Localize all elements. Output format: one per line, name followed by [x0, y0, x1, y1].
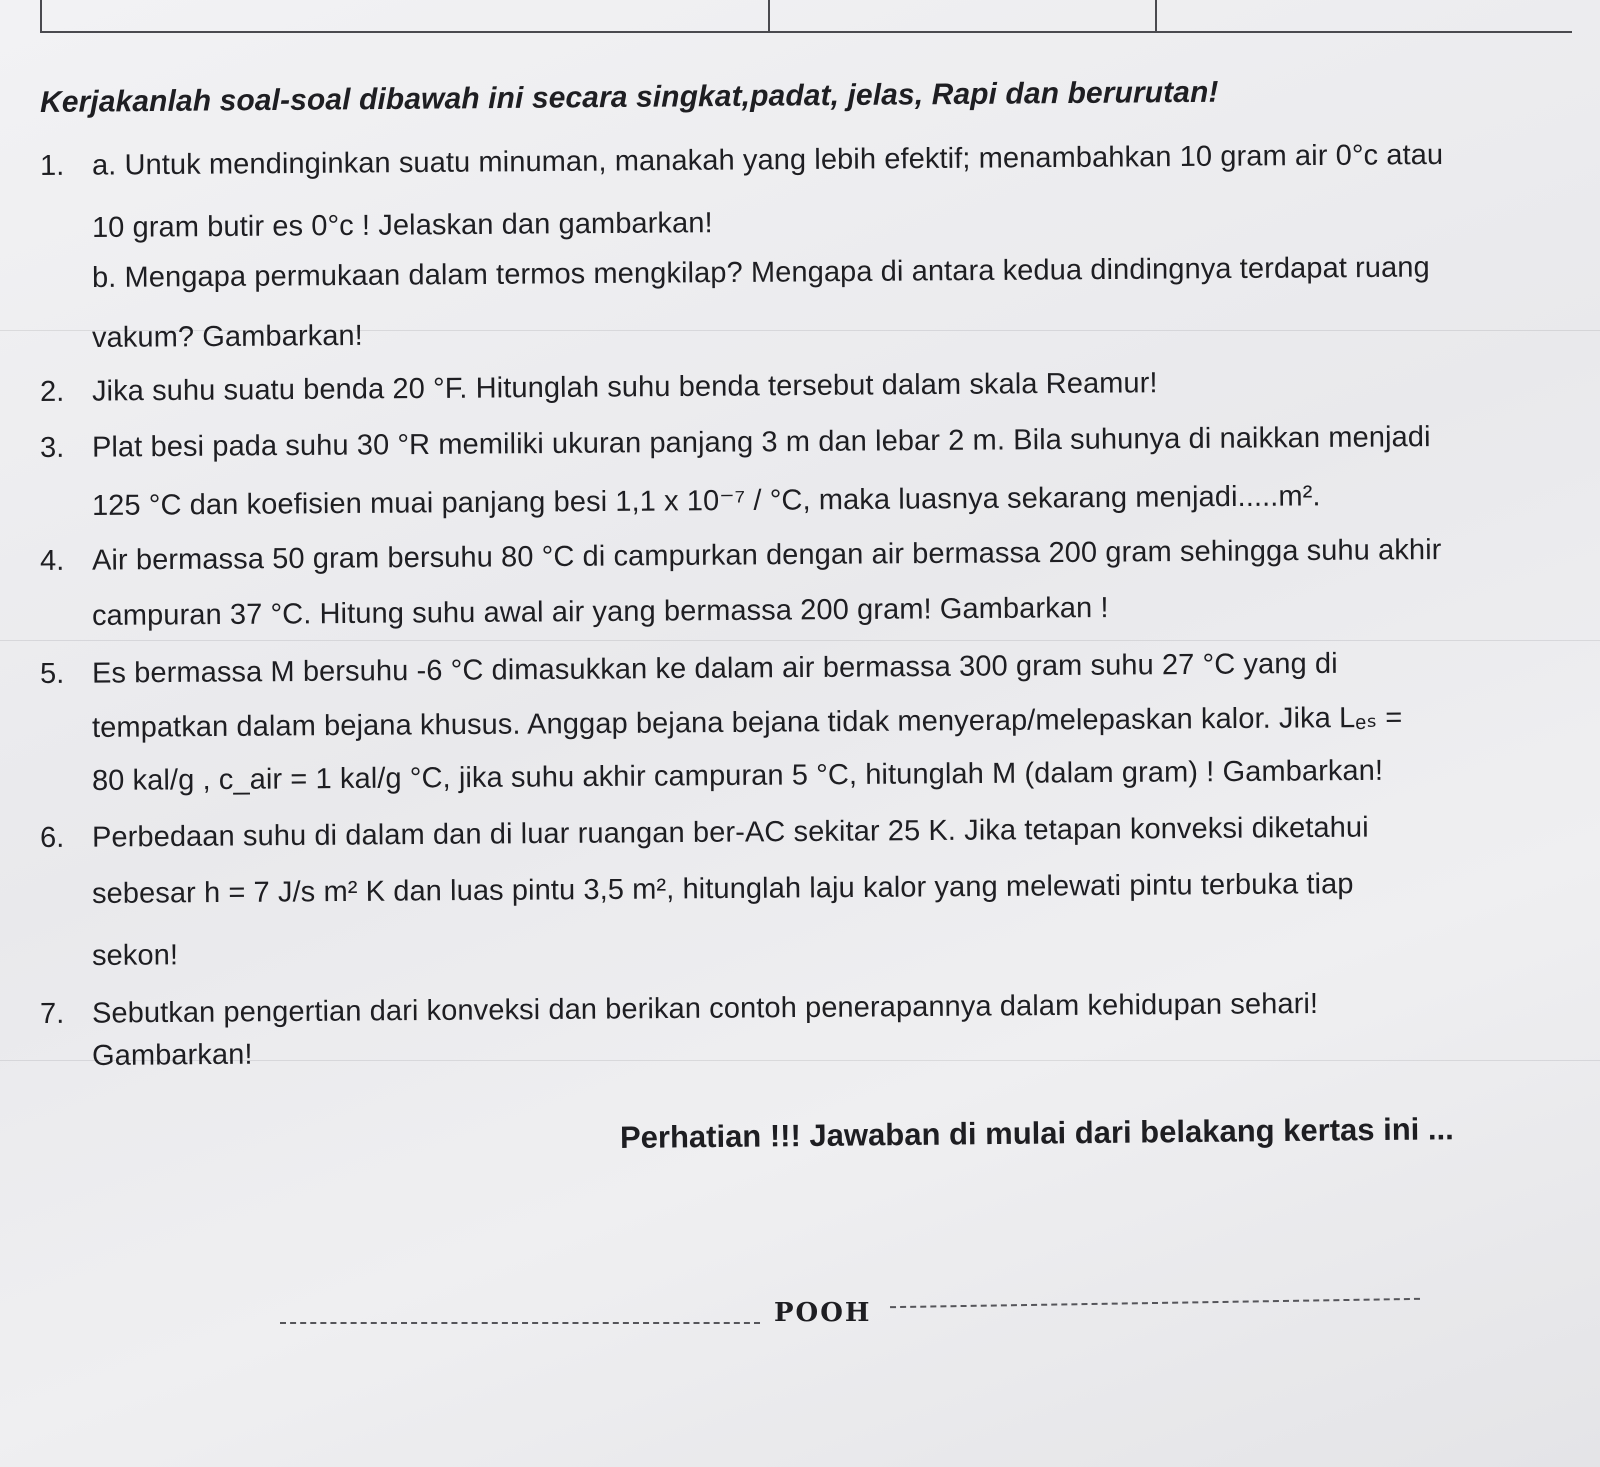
question-6-line-3: sekon!: [91, 939, 179, 972]
question-3-line-2: 125 °C dan koefisien muai panjang besi 1,1 x 10⁻⁷ / °C, maka luasnya sekarang menjadi.....m².: [91, 480, 1321, 522]
question-2-line-1: [40, 367, 1158, 409]
paper-fold-line: [0, 640, 1600, 641]
question-5-line-3: 80 kal/g , c_air = 1 kal/g °C, jika suhu akhir campuran 5 °C, hitunglah M (dalam gram) ! Gambarkan!: [91, 754, 1384, 797]
question-text: Air bermassa 50 gram bersuhu 80 °C di campurkan dengan air bermassa 200 gram sehingga suhu akhir: [91, 533, 1442, 577]
question-text: Es bermassa M bersuhu -6 °C dimasukkan ke dalam air bermassa 300 gram suhu 27 °C yang di: [91, 647, 1338, 690]
question-6-line-2: sebesar h = 7 J/s m² K dan luas pintu 3,5 m², hitunglah laju kalor yang melewati pintu terbuka tiap: [91, 868, 1354, 910]
instruction-heading: Kerjakanlah soal-soal dibawah ini secara singkat,padat, jelas, Rapi dan berurutan!: [39, 75, 1219, 119]
signature-line-left: [280, 1322, 760, 1324]
question-4-line-1: [40, 534, 1442, 578]
question-3-line-1: [40, 421, 1431, 465]
question-number: 7.: [39, 997, 65, 1030]
question-number: 3.: [39, 431, 65, 464]
table-divider: [768, 0, 770, 31]
question-6-line-1: [40, 812, 1369, 855]
table-divider: [1155, 0, 1157, 31]
question-text: Jika suhu suatu benda 20 °F. Hitunglah suhu benda tersebut dalam skala Reamur!: [91, 367, 1158, 408]
question-number: 5.: [39, 657, 65, 690]
question-number: 1.: [39, 149, 65, 182]
question-number: 6.: [39, 821, 65, 854]
question-4-line-2: campuran 37 °C. Hitung suhu awal air yang bermassa 200 gram! Gambarkan !: [91, 592, 1109, 632]
question-1-line-2: 10 gram butir es 0°c ! Jelaskan dan gambarkan!: [91, 207, 713, 244]
question-text: Sebutkan pengertian dari konveksi dan berikan contoh penerapannya dalam kehidupan sehari!: [91, 987, 1319, 1030]
attention-note: Perhatian !!! Jawaban di mulai dari belakang kertas ini ...: [619, 1111, 1454, 1155]
question-text: Perbedaan suhu di dalam dan di luar ruangan ber-AC sekitar 25 K. Jika tetapan konveksi diketahui: [91, 811, 1369, 854]
question-text: a. Untuk mendinginkan suatu minuman, manakah yang lebih efektif; menambahkan 10 gram air 0°c atau: [91, 138, 1444, 182]
question-7-line-1: [40, 988, 1318, 1031]
question-1-line-1: [40, 139, 1443, 183]
question-5-line-2: tempatkan dalam bejana khusus. Anggap bejana bejana tidak menyerap/melepaskan kalor. Jika Lₑₛ =: [91, 701, 1403, 744]
question-number: 2.: [39, 375, 65, 408]
header-table-edge: [40, 0, 1572, 33]
question-number: 4.: [39, 544, 65, 577]
question-5-line-1: [40, 648, 1338, 691]
signature-line-right: [890, 1298, 1420, 1308]
question-1-line-4: vakum? Gambarkan!: [91, 319, 363, 354]
question-text: Plat besi pada suhu 30 °R memiliki ukuran panjang 3 m dan lebar 2 m. Bila suhunya di naikkan menjadi: [91, 421, 1431, 464]
signature-name: POOH: [774, 1298, 872, 1328]
question-1-line-3: b. Mengapa permukaan dalam termos mengkilap? Mengapa di antara kedua dindingnya terdapat ruang: [91, 251, 1430, 294]
question-7-line-2: Gambarkan!: [91, 1038, 253, 1072]
